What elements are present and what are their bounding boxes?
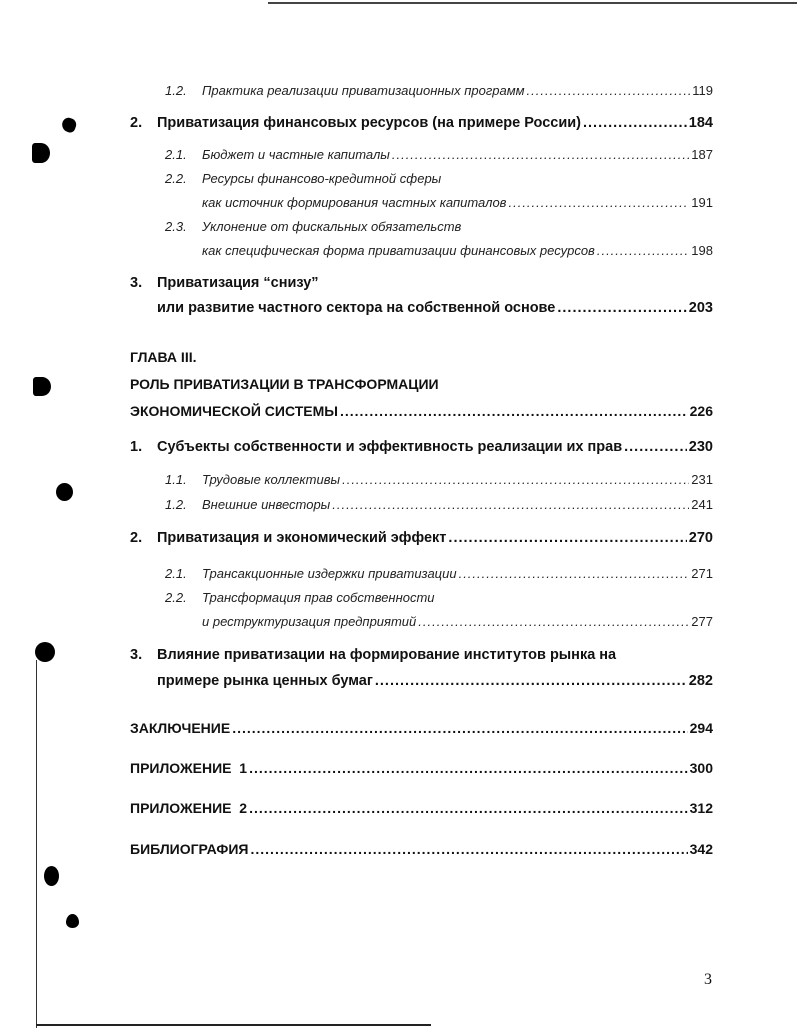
toc-entry-page: 300	[689, 760, 713, 776]
punch-hole-mark	[32, 143, 50, 163]
punch-hole-mark	[33, 377, 51, 396]
toc-leader-dots	[340, 403, 688, 419]
toc-entry[interactable]	[165, 590, 713, 605]
toc-entry-continued[interactable]	[202, 195, 713, 210]
toc-entry-number: 1.2.	[165, 83, 187, 98]
toc-entry-title: Внешние инвесторы	[202, 497, 331, 512]
toc-entry-page: 270	[688, 530, 713, 546]
toc-entry-number: 3.	[130, 647, 143, 663]
toc-entry-title: Бюджет и частные капиталы	[202, 147, 390, 162]
toc-leader-dots	[332, 497, 689, 512]
toc-entry-page: 241	[691, 497, 713, 512]
toc-entry-title: Трансакционные издержки приватизации	[202, 566, 457, 581]
toc-entry-continued[interactable]	[202, 243, 713, 258]
toc-entry-conclusion[interactable]	[130, 720, 713, 736]
punch-hole-mark	[60, 116, 78, 134]
toc-entry-title: Приватизация и экономический эффект	[157, 530, 447, 546]
toc-leader-dots	[624, 439, 687, 455]
toc-entry-page: 271	[691, 566, 713, 581]
toc-entry-number: 2.2.	[165, 171, 187, 186]
toc-entry-number: 2.3.	[165, 219, 187, 234]
toc-entry[interactable]	[130, 115, 713, 131]
scan-edge-left	[36, 660, 37, 1028]
toc-entry-title-line1: Влияние приватизации на формирование институтов рынка на	[157, 647, 617, 663]
toc-entry[interactable]	[165, 566, 713, 581]
chapter-title-line2: ЭКОНОМИЧЕСКОЙ СИСТЕМЫ	[130, 403, 338, 419]
toc-entry-page: 198	[691, 243, 713, 258]
toc-entry-page: 312	[689, 800, 713, 816]
toc-entry[interactable]	[130, 403, 713, 419]
toc-entry-title-line1: Трансформация прав собственности	[202, 590, 435, 605]
toc-entry-title-line2: и реструктуризация предприятий	[202, 614, 417, 629]
toc-entry-number: 2.2.	[165, 590, 187, 605]
toc-entry-number: 2.	[130, 115, 143, 131]
toc-entry-number: 2.1.	[165, 147, 187, 162]
toc-leader-dots	[527, 83, 691, 98]
toc-entry[interactable]	[165, 219, 713, 234]
toc-entry-title: Приватизация финансовых ресурсов (на примере России)	[157, 115, 581, 131]
toc-leader-dots	[342, 472, 689, 487]
toc-entry-page: 231	[691, 472, 713, 487]
toc-entry-title: ЗАКЛЮЧЕНИЕ	[130, 720, 231, 736]
toc-entry-page: 119	[692, 83, 713, 98]
toc-entry-number: 1.2.	[165, 497, 187, 512]
toc-entry[interactable]	[165, 83, 713, 98]
punch-hole-mark	[66, 914, 79, 928]
toc-entry-page: 184	[688, 115, 713, 131]
toc-leader-dots	[508, 195, 689, 210]
toc-entry-title-line1: Приватизация “снизу”	[157, 275, 319, 291]
toc-leader-dots	[392, 147, 689, 162]
toc-leader-dots	[232, 720, 687, 736]
toc-entry-title: Практика реализации приватизационных программ	[202, 83, 525, 98]
toc-leader-dots	[249, 760, 688, 776]
toc-entry-title-line2: как специфическая форма приватизации финансовых ресурсов	[202, 243, 595, 258]
toc-entry[interactable]	[130, 275, 713, 291]
toc-entry[interactable]	[165, 147, 713, 162]
toc-leader-dots	[251, 841, 688, 857]
chapter-label: ГЛАВА III.	[130, 349, 197, 365]
toc-entry-title: БИБЛИОГРАФИЯ	[130, 841, 249, 857]
toc-entry-page: 203	[688, 300, 713, 316]
toc-leader-dots	[459, 566, 690, 581]
toc-entry-page: 226	[689, 403, 713, 419]
toc-leader-dots	[448, 530, 686, 546]
toc-entry-page: 230	[688, 439, 713, 455]
toc-entry[interactable]	[130, 530, 713, 546]
toc-leader-dots	[249, 800, 688, 816]
scan-edge-top	[268, 2, 797, 4]
toc-entry-title: ПРИЛОЖЕНИЕ 1	[130, 760, 248, 776]
toc-entry[interactable]	[165, 171, 713, 186]
toc-entry-continued[interactable]	[202, 614, 713, 629]
toc-entry[interactable]	[165, 472, 713, 487]
toc-entry-number: 1.1.	[165, 472, 187, 487]
toc-leader-dots	[597, 243, 689, 258]
toc-entry-page: 342	[689, 841, 713, 857]
toc-entry-continued[interactable]	[157, 300, 713, 316]
toc-entry-bibliography[interactable]	[130, 841, 713, 857]
page-number: 3	[704, 971, 712, 988]
toc-entry-title: ПРИЛОЖЕНИЕ 2	[130, 800, 248, 816]
toc-entry-title-line2: примере рынка ценных бумаг	[157, 673, 373, 689]
punch-hole-mark	[35, 642, 55, 662]
toc-entry-title: Субъекты собственности и эффективность реализации их прав	[157, 439, 623, 455]
toc-entry-title-line2: как источник формирования частных капиталов	[202, 195, 507, 210]
toc-entry-title: Трудовые коллективы	[202, 472, 341, 487]
toc-entry-title-line2: или развитие частного сектора на собственной основе	[157, 300, 556, 316]
toc-entry-title-line1: Уклонение от фискальных обязательств	[202, 219, 462, 234]
punch-hole-mark	[56, 483, 73, 501]
toc-entry-number: 1.	[130, 439, 143, 455]
scan-edge-bottom	[36, 1024, 431, 1026]
toc-leader-dots	[375, 673, 687, 689]
toc-entry-number: 3.	[130, 275, 143, 291]
toc-entry-number: 2.1.	[165, 566, 187, 581]
toc-entry[interactable]	[165, 497, 713, 512]
toc-entry-appendix-2[interactable]	[130, 800, 713, 816]
toc-entry-title-line1: Ресурсы финансово-кредитной сферы	[202, 171, 442, 186]
toc-entry-page: 187	[691, 147, 713, 162]
toc-entry[interactable]	[130, 439, 713, 455]
toc-leader-dots	[583, 115, 687, 131]
toc-entry-number: 2.	[130, 530, 143, 546]
toc-entry-page: 191	[691, 195, 713, 210]
toc-leader-dots	[418, 614, 689, 629]
toc-entry[interactable]	[130, 647, 713, 663]
toc-entry-continued[interactable]	[157, 673, 713, 689]
toc-entry-appendix-1[interactable]	[130, 760, 713, 776]
toc-leader-dots	[557, 300, 686, 316]
punch-hole-mark	[44, 866, 59, 886]
toc-entry-page: 282	[688, 673, 713, 689]
toc-entry-page: 277	[691, 614, 713, 629]
toc-entry-page: 294	[689, 720, 713, 736]
chapter-title: РОЛЬ ПРИВАТИЗАЦИИ В ТРАНСФОРМАЦИИ	[130, 376, 439, 392]
